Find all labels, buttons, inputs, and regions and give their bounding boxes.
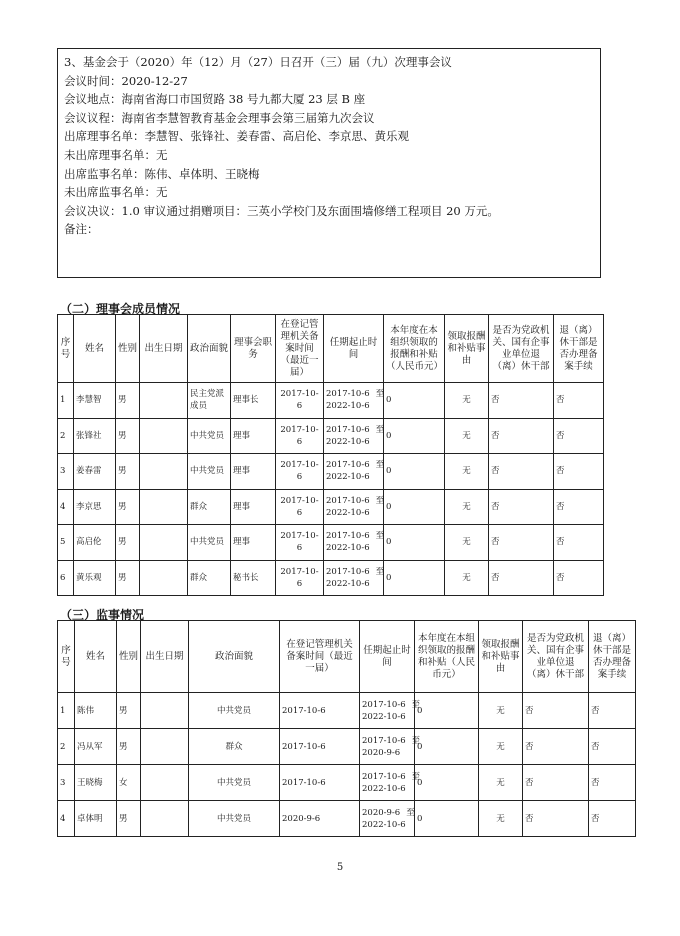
meeting-name: 会议议程：海南省李慧智教育基金会理事会第三届第九次会议	[64, 110, 375, 125]
political-status: 中共党员	[189, 693, 280, 729]
retired-cadre: 否	[523, 729, 589, 765]
board-role: 秘书长	[231, 560, 276, 596]
term-start: 2017-10-6	[362, 699, 406, 710]
header-cell: 性别	[116, 315, 140, 383]
gender: 男	[116, 383, 140, 419]
director-name: 李京思	[74, 489, 116, 525]
term-start: 2020-9-6	[362, 807, 401, 818]
pay-amount: 0	[384, 383, 445, 419]
filed-status: 否	[554, 383, 604, 419]
term-cell	[324, 454, 384, 490]
board-role: 理事长	[231, 383, 276, 419]
director-name: 黄乐观	[74, 560, 116, 596]
term-end: 2020-9-6	[362, 747, 401, 758]
header-cell: 出生日期	[141, 621, 189, 693]
birth-date	[140, 454, 188, 490]
filing-date: 2017-10-6	[276, 560, 324, 596]
header-cell: 性别	[117, 621, 141, 693]
filed-status: 否	[554, 560, 604, 596]
filing-date: 2017-10-6	[276, 383, 324, 419]
header-cell: 任期起止时间	[324, 315, 384, 383]
row-number: 2	[58, 418, 74, 454]
birth-date	[141, 765, 189, 801]
political-status: 中共党员	[189, 765, 280, 801]
board-role: 理事	[231, 418, 276, 454]
pay-amount: 0	[384, 454, 445, 490]
political-status: 中共党员	[189, 801, 280, 837]
term-end: 2022-10-6	[326, 472, 370, 483]
header-cell: 任期起止时间	[360, 621, 415, 693]
header-cell: 姓名	[74, 315, 116, 383]
director-name: 张锋社	[74, 418, 116, 454]
term-end: 2022-10-6	[326, 401, 370, 412]
filed-status: 否	[554, 454, 604, 490]
term-start: 2017-10-6	[362, 735, 406, 746]
pay-amount: 0	[415, 729, 479, 765]
filed-status: 否	[589, 765, 636, 801]
row-number: 5	[58, 525, 74, 561]
supervisor-name: 卓体明	[75, 801, 117, 837]
term-start: 2017-10-6	[326, 566, 370, 577]
header-cell: 领取报酬和补贴事由	[479, 621, 523, 693]
political-status: 中共党员	[188, 525, 231, 561]
pay-amount: 0	[384, 489, 445, 525]
pay-reason: 无	[445, 418, 489, 454]
political-status: 群众	[188, 489, 231, 525]
table-row	[58, 801, 636, 837]
term-start: 2017-10-6	[362, 771, 406, 782]
header-cell: 领取报酬和补贴事由	[445, 315, 489, 383]
header-cell: 序号	[58, 621, 75, 693]
filing-date: 2020-9-6	[280, 801, 360, 837]
header-cell: 退（离）休干部是否办理备案手续	[554, 315, 604, 383]
term-cell	[324, 525, 384, 561]
supervisor-name: 王晓梅	[75, 765, 117, 801]
retired-cadre: 否	[489, 454, 554, 490]
table-row	[58, 560, 604, 596]
gender: 男	[117, 801, 141, 837]
pay-reason: 无	[445, 489, 489, 525]
political-status: 中共党员	[188, 418, 231, 454]
pay-reason: 无	[445, 454, 489, 490]
directors-header-row	[58, 315, 604, 383]
board-role: 理事	[231, 525, 276, 561]
retired-cadre: 否	[523, 765, 589, 801]
filed-status: 否	[589, 729, 636, 765]
pay-reason: 无	[445, 525, 489, 561]
gender: 男	[117, 693, 141, 729]
table-row	[58, 489, 604, 525]
meeting-resolution: 会议决议：1.0 审议通过捐赠项目：三英小学校门及东面围墙修缮工程项目 20 万元。	[64, 203, 499, 218]
term-start: 2017-10-6	[326, 460, 370, 471]
table-row	[58, 454, 604, 490]
gender: 男	[116, 418, 140, 454]
row-number: 1	[58, 383, 74, 419]
birth-date	[141, 729, 189, 765]
pay-amount: 0	[415, 801, 479, 837]
meeting-title: 3、基金会于（2020）年（12）月（27）日召开（三）届（九）次理事会议	[64, 55, 452, 69]
header-cell: 姓名	[75, 621, 117, 693]
filing-date: 2017-10-6	[276, 525, 324, 561]
term-end: 2022-10-6	[326, 436, 370, 447]
row-number: 4	[58, 489, 74, 525]
term-cell	[324, 418, 384, 454]
header-cell: 是否为党政机关、国有企事业单位退（离）休干部	[489, 315, 554, 383]
term-cell	[360, 765, 421, 801]
pay-amount: 0	[384, 418, 445, 454]
term-separator: 至	[375, 424, 385, 435]
filed-status: 否	[589, 693, 636, 729]
page-number: 5	[336, 862, 344, 873]
filing-date: 2017-10-6	[280, 765, 360, 801]
board-role: 理事	[231, 489, 276, 525]
supervisors-section-title: （三）监事情况	[60, 608, 145, 622]
term-separator: 至	[375, 389, 385, 400]
political-status: 群众	[188, 560, 231, 596]
supervisor-name: 冯从军	[75, 729, 117, 765]
retired-cadre: 否	[489, 525, 554, 561]
row-number: 2	[58, 729, 75, 765]
table-row	[58, 525, 604, 561]
birth-date	[140, 489, 188, 525]
header-cell: 政治面貌	[189, 621, 280, 693]
header-cell: 在登记管理机关备案时间（最近一届）	[280, 621, 360, 693]
supervisors-header-row	[58, 621, 636, 693]
director-name: 高启伦	[74, 525, 116, 561]
pay-reason: 无	[479, 765, 523, 801]
filed-status: 否	[589, 801, 636, 837]
term-separator: 至	[411, 699, 421, 710]
term-start: 2017-10-6	[326, 495, 370, 506]
table-row	[58, 693, 636, 729]
term-start: 2017-10-6	[326, 531, 370, 542]
term-cell	[360, 729, 421, 765]
gender: 男	[117, 729, 141, 765]
term-separator: 至	[375, 495, 385, 506]
table-row	[58, 383, 604, 419]
term-separator: 至	[406, 807, 415, 818]
term-cell	[360, 693, 421, 729]
term-separator: 至	[411, 735, 421, 746]
meeting-remarks: 备注：	[64, 222, 99, 237]
table-row	[58, 418, 604, 454]
term-end: 2022-10-6	[362, 819, 406, 830]
row-number: 4	[58, 801, 75, 837]
pay-reason: 无	[479, 729, 523, 765]
term-end: 2022-10-6	[326, 543, 370, 554]
political-status: 民主党派成员	[188, 383, 231, 419]
retired-cadre: 否	[523, 693, 589, 729]
term-separator: 至	[411, 771, 421, 782]
filed-status: 否	[554, 489, 604, 525]
term-separator: 至	[375, 531, 385, 542]
header-cell: 出生日期	[140, 315, 188, 383]
pay-amount: 0	[384, 560, 445, 596]
pay-reason: 无	[445, 383, 489, 419]
birth-date	[141, 693, 189, 729]
table-row	[58, 729, 636, 765]
birth-date	[140, 560, 188, 596]
row-number: 1	[58, 693, 75, 729]
retired-cadre: 否	[489, 418, 554, 454]
filed-status: 否	[554, 525, 604, 561]
header-cell: 理事会职务	[231, 315, 276, 383]
supervisors-table	[57, 620, 636, 837]
political-status: 群众	[189, 729, 280, 765]
gender: 男	[116, 454, 140, 490]
header-cell: 本年度在本组织领取的报酬和补贴（人民币元）	[415, 621, 479, 693]
header-cell: 政治面貌	[188, 315, 231, 383]
term-end: 2022-10-6	[326, 507, 370, 518]
row-number: 3	[58, 765, 75, 801]
filing-date: 2017-10-6	[280, 729, 360, 765]
directors-table	[57, 314, 604, 596]
term-cell	[360, 801, 415, 837]
birth-date	[141, 801, 189, 837]
row-number: 3	[58, 454, 74, 490]
supervisor-name: 陈伟	[75, 693, 117, 729]
term-start: 2017-10-6	[326, 424, 370, 435]
table-row	[58, 765, 636, 801]
meeting-time: 会议时间：2020-12-27	[64, 73, 188, 88]
filing-date: 2017-10-6	[276, 454, 324, 490]
board-role: 理事	[231, 454, 276, 490]
term-separator: 至	[375, 566, 385, 577]
gender: 女	[117, 765, 141, 801]
directors-section-title: （二）理事会成员情况	[60, 302, 181, 316]
birth-date	[140, 383, 188, 419]
term-cell	[324, 560, 384, 596]
header-cell: 退（离）休干部是否办理备案手续	[589, 621, 636, 693]
meeting-location: 会议地点：海南省海口市国贸路 38 号九都大厦 23 层 B 座	[64, 92, 366, 107]
term-end: 2022-10-6	[326, 578, 370, 589]
term-end: 2022-10-6	[362, 783, 406, 794]
retired-cadre: 否	[489, 489, 554, 525]
header-cell: 序号	[58, 315, 74, 383]
absent-supervisors: 未出席监事名单：无	[64, 185, 168, 200]
pay-reason: 无	[479, 693, 523, 729]
term-end: 2022-10-6	[362, 711, 406, 722]
birth-date	[140, 418, 188, 454]
pay-amount: 0	[384, 525, 445, 561]
filing-date: 2017-10-6	[280, 693, 360, 729]
filing-date: 2017-10-6	[276, 489, 324, 525]
gender: 男	[116, 525, 140, 561]
header-cell: 本年度在本组织领取的报酬和补贴（人民币元）	[384, 315, 445, 383]
term-separator: 至	[375, 460, 385, 471]
retired-cadre: 否	[523, 801, 589, 837]
row-number: 6	[58, 560, 74, 596]
attending-directors: 出席理事名单：李慧智、张锋社、姜春雷、高启伦、李京思、黄乐观	[64, 129, 409, 144]
birth-date	[140, 525, 188, 561]
gender: 男	[116, 489, 140, 525]
gender: 男	[116, 560, 140, 596]
retired-cadre: 否	[489, 383, 554, 419]
term-cell	[324, 383, 384, 419]
attending-supervisors: 出席监事名单：陈伟、卓体明、王晓梅	[64, 166, 260, 181]
filing-date: 2017-10-6	[276, 418, 324, 454]
pay-amount: 0	[415, 765, 479, 801]
pay-amount: 0	[415, 693, 479, 729]
director-name: 姜春雷	[74, 454, 116, 490]
header-cell: 在登记管理机关备案时间（最近一届）	[276, 315, 324, 383]
filed-status: 否	[554, 418, 604, 454]
header-cell: 是否为党政机关、国有企事业单位退（离）休干部	[523, 621, 589, 693]
political-status: 中共党员	[188, 454, 231, 490]
director-name: 李慧智	[74, 383, 116, 419]
pay-reason: 无	[479, 801, 523, 837]
term-cell	[324, 489, 384, 525]
meeting-record-box	[57, 48, 601, 278]
pay-reason: 无	[445, 560, 489, 596]
absent-directors: 未出席理事名单：无	[64, 147, 168, 162]
term-start: 2017-10-6	[326, 389, 370, 400]
retired-cadre: 否	[489, 560, 554, 596]
